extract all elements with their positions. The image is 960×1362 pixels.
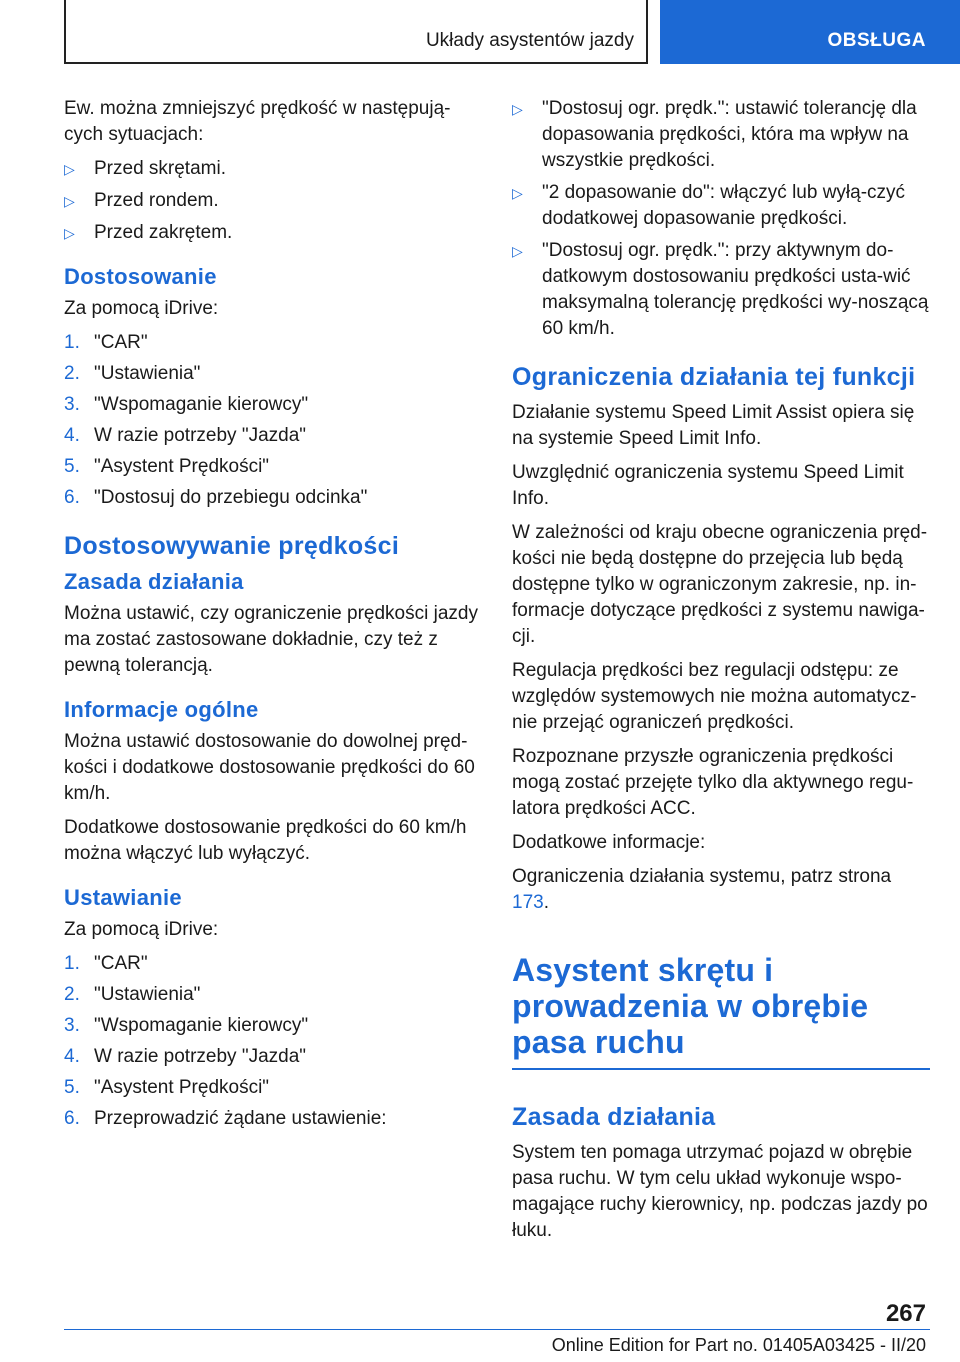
list-item: ▷ "Dostosuj ogr. prędk.": ustawić tolerancję dla dopasowania prędkości, która ma wpływ na wszystkie prędkości. xyxy=(512,98,917,171)
body-text: Rozpoznane przyszłe ograniczenia prędkości mogą zostać przejęte tylko dla aktywnego regu-latora prędkości ACC. xyxy=(512,746,914,819)
list-item: 2. "Ustawienia" xyxy=(64,984,201,1005)
list-item: 5. "Asystent Prędkości" xyxy=(64,456,270,477)
section-heading-ograniczenia: Ograniczenia działania tej funkcji xyxy=(512,363,916,391)
body-text: Dodatkowe informacje: xyxy=(512,832,706,853)
lead-text: Za pomocą iDrive: xyxy=(64,298,219,319)
body-text: Działanie systemu Speed Limit Assist opiera się na systemie Speed Limit Info. xyxy=(512,402,915,449)
body-text: System ten pomaga utrzymać pojazd w obrębie pasa ruchu. W tym celu układ wykonuje wspo-magające ruchy kierownicy, np. podczas jazdy po łuku. xyxy=(512,1142,928,1241)
list-item: ▷ "2 dopasowanie do": włączyć lub wyłą-czyć dodatkowej dopasowanie prędkości. xyxy=(512,182,906,229)
header-section-tab xyxy=(660,0,960,64)
subheading-ustawianie: Ustawianie xyxy=(64,885,182,910)
body-text: W zależności od kraju obecne ograniczenia pręd-kości nie będą dostępne do przejęcia lub będą dostępne tylko w ograniczonym zakresie, np. in-formacje dotyczące prędkości z systemu nawiga-cji. xyxy=(512,522,928,647)
list-item: ▷ Przed rondem. xyxy=(64,188,482,214)
triangle-bullet-icon: ▷ xyxy=(512,185,523,201)
right-column xyxy=(512,96,930,1252)
list-item: 6. Przeprowadzić żądane ustawienie: xyxy=(64,1108,387,1129)
header-section-label: OBSŁUGA xyxy=(827,30,926,51)
list-item: 4. W razie potrzeby "Jazda" xyxy=(64,425,307,446)
list-item: 3. "Wspomaganie kierowcy" xyxy=(64,394,309,415)
subheading-informacje: Informacje ogólne xyxy=(64,697,259,722)
chapter-heading-asystent: Asystent skrętu i prowadzenia w obrębie pasa ruchu xyxy=(512,952,869,1060)
steps-list xyxy=(64,330,482,511)
list-item: 5. "Asystent Prędkości" xyxy=(64,1077,270,1098)
body-text: Ograniczenia działania systemu, patrz strona 173. xyxy=(512,866,892,913)
list-item: 4. W razie potrzeby "Jazda" xyxy=(64,1046,307,1067)
lead-text: Za pomocą iDrive: xyxy=(64,919,219,940)
list-item: ▷ Przed skrętami. xyxy=(64,156,482,182)
list-item: ▷ "Dostosuj ogr. prędk.": przy aktywnym do-datkowym dostosowaniu prędkości usta-wić maksymalną tolerancję prędkości wy-noszącą 60 km/h. xyxy=(512,240,929,339)
list-item: 2. "Ustawienia" xyxy=(64,363,201,384)
left-column xyxy=(64,96,482,1138)
list-item: ▷ Przed zakrętem. xyxy=(64,220,482,246)
header-title: Układy asystentów jazdy xyxy=(425,30,634,51)
header-title-box xyxy=(64,0,648,64)
intro-bullet-list xyxy=(64,156,482,246)
body-text: Można ustawić dostosowanie do dowolnej pręd-kości i dodatkowe dostosowanie prędkości do 60 km/h. xyxy=(64,731,475,804)
page-number: 267 xyxy=(885,1300,926,1327)
subheading-zasada: Zasada działania xyxy=(64,569,244,594)
triangle-bullet-icon: ▷ xyxy=(64,225,75,241)
steps-list xyxy=(64,951,482,1132)
list-item: 1. "CAR" xyxy=(64,953,148,974)
triangle-bullet-icon: ▷ xyxy=(64,193,75,209)
body-text: Regulacja prędkości bez regulacji odstępu: ze względów systemowych nie można automatycz-nie przejąć ograniczeń prędkości. xyxy=(512,660,917,733)
section-heading-dostosowanie: Dostosowanie xyxy=(64,264,217,289)
list-item: 1. "CAR" xyxy=(64,332,148,353)
footer-edition-text: Online Edition for Part no. 01405A03425 - II/20 xyxy=(551,1335,926,1355)
subheading-zasada: Zasada działania xyxy=(512,1103,716,1131)
body-text: Można ustawić, czy ograniczenie prędkości jazdy ma zostać zastosowane dokładnie, czy też z pewną tolerancją. xyxy=(64,603,478,676)
triangle-bullet-icon: ▷ xyxy=(512,101,523,117)
section-heading-dostosowywanie: Dostosowywanie prędkości xyxy=(64,532,400,560)
body-text: Uwzględnić ograniczenia systemu Speed Limit Info. xyxy=(512,462,904,509)
settings-bullet-list xyxy=(512,96,930,342)
intro-text: Ew. można zmniejszyć prędkość w następują-cych sytuacjach: xyxy=(64,98,451,145)
list-item: 3. "Wspomaganie kierowcy" xyxy=(64,1015,309,1036)
page-reference-link[interactable]: 173 xyxy=(512,892,544,913)
chapter-divider xyxy=(512,1068,930,1070)
body-text: Dodatkowe dostosowanie prędkości do 60 km/h można włączyć lub wyłączyć. xyxy=(64,817,467,864)
triangle-bullet-icon: ▷ xyxy=(512,243,523,259)
triangle-bullet-icon: ▷ xyxy=(64,161,75,177)
footer-divider xyxy=(64,1329,930,1330)
list-item: 6. "Dostosuj do przebiegu odcinka" xyxy=(64,487,368,508)
